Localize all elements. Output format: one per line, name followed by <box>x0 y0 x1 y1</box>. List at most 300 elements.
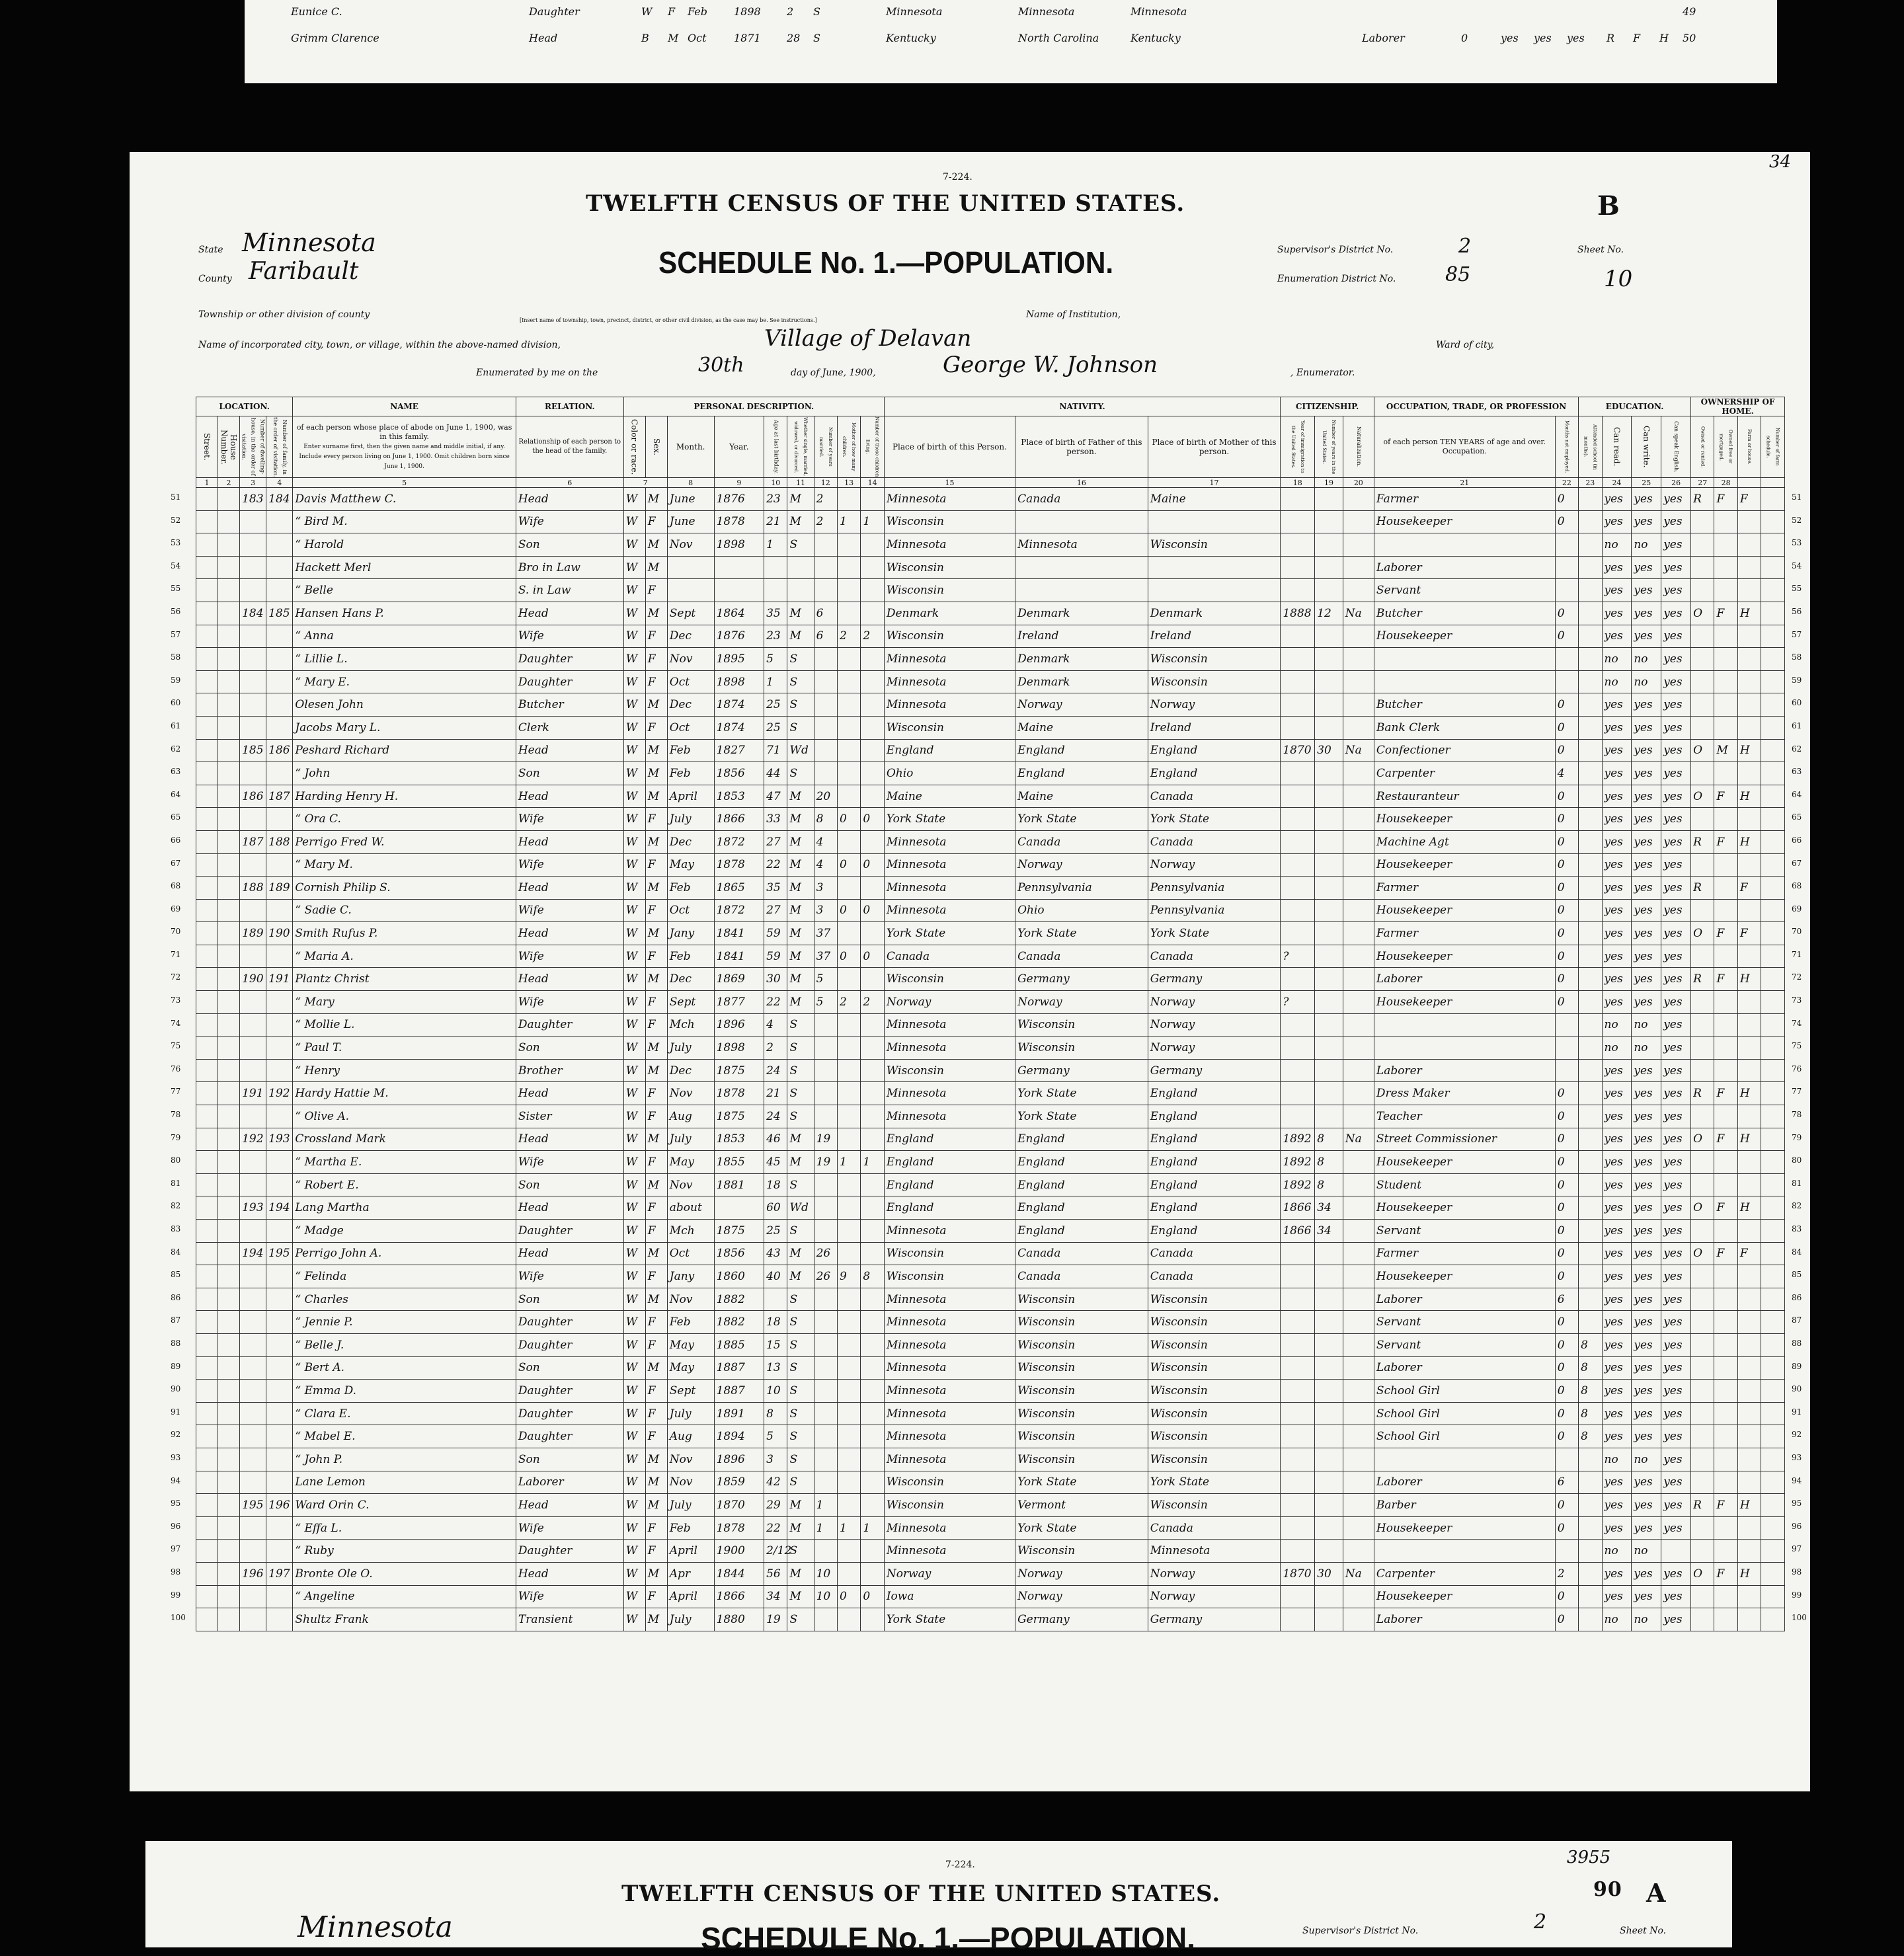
birth-year: 1887 <box>714 1356 764 1380</box>
family-number <box>266 1151 293 1174</box>
person-name: Ward Orin C. <box>293 1494 516 1517</box>
street <box>196 830 218 853</box>
farm-house: H <box>1737 1196 1761 1220</box>
previous-row-own2: F <box>1633 32 1641 44</box>
color: W <box>623 739 645 762</box>
dwelling-number: 194 <box>240 1242 266 1265</box>
color: W <box>623 1037 645 1060</box>
birth-year: 1856 <box>714 762 764 785</box>
years-married <box>814 533 837 557</box>
age: 27 <box>764 899 787 922</box>
months-unemployed: 0 <box>1555 510 1578 533</box>
street <box>196 991 218 1014</box>
years-married <box>814 1220 837 1243</box>
person-name: Davis Matthew C. <box>293 488 516 511</box>
col-children: Mother of how many children. <box>837 416 860 478</box>
naturalization <box>1343 1105 1374 1128</box>
owned-rented <box>1691 1585 1714 1608</box>
speaks-english: yes <box>1661 899 1691 922</box>
years-married: 6 <box>814 625 837 648</box>
street <box>196 1128 218 1151</box>
children-living <box>861 1037 884 1060</box>
age: 24 <box>764 1105 787 1128</box>
line-number: 61 <box>171 721 181 730</box>
marital-status: M <box>787 1128 814 1151</box>
age: 5 <box>764 648 787 671</box>
birth-year <box>714 556 764 579</box>
years-in-us: 34 <box>1315 1196 1343 1220</box>
father-birthplace: England <box>1015 762 1148 785</box>
birthplace: Minnesota <box>884 1540 1015 1563</box>
owned-rented <box>1691 1333 1714 1356</box>
occupation <box>1374 648 1555 671</box>
person-name: “ Belle <box>293 579 516 602</box>
table-row <box>196 1128 1785 1151</box>
line-number: 74 <box>171 1019 181 1028</box>
birth-month: Sept <box>667 991 714 1014</box>
person-name: “ Mabel E. <box>293 1425 516 1448</box>
occupation: Housekeeper <box>1374 1585 1555 1608</box>
children-living <box>861 1608 884 1631</box>
naturalization <box>1343 1059 1374 1082</box>
sex: M <box>645 739 667 762</box>
street <box>196 533 218 557</box>
line-number: 100 <box>171 1613 186 1622</box>
street <box>196 945 218 968</box>
column-number: 19 <box>1315 478 1343 488</box>
dwelling-number <box>240 899 266 922</box>
birth-month: Nov <box>667 533 714 557</box>
age: 46 <box>764 1128 787 1151</box>
immigration-year <box>1281 785 1315 808</box>
mother-birthplace: Norway <box>1148 693 1281 717</box>
free-mortgaged <box>1714 670 1737 693</box>
mother-birthplace: Norway <box>1148 1013 1281 1037</box>
line-number: 87 <box>171 1315 181 1325</box>
naturalization <box>1343 1311 1374 1334</box>
father-birthplace: Wisconsin <box>1015 1425 1148 1448</box>
farm-schedule <box>1761 1242 1785 1265</box>
children-living <box>861 739 884 762</box>
birth-year: 1891 <box>714 1402 764 1425</box>
birthplace: Wisconsin <box>884 579 1015 602</box>
line-number: 91 <box>171 1407 181 1417</box>
months-unemployed: 2 <box>1555 1562 1578 1585</box>
farm-house <box>1737 670 1761 693</box>
can-write: yes <box>1632 1380 1661 1403</box>
children-born: 9 <box>837 1265 860 1288</box>
father-birthplace: York State <box>1015 1471 1148 1494</box>
family-number: 187 <box>266 785 293 808</box>
birth-month: Mch <box>667 1013 714 1037</box>
house-number <box>218 1562 240 1585</box>
mother-birthplace: Norway <box>1148 853 1281 877</box>
relation: Bro in Law <box>516 556 623 579</box>
owned-rented <box>1691 693 1714 717</box>
occupation: Laborer <box>1374 968 1555 991</box>
line-number: 66 <box>1792 836 1802 845</box>
children-born <box>837 1173 860 1196</box>
occupation: Barber <box>1374 1494 1555 1517</box>
birthplace: Minnesota <box>884 648 1015 671</box>
street <box>196 1356 218 1380</box>
school-months <box>1579 922 1602 945</box>
line-number: 55 <box>1792 584 1802 593</box>
sheet-no: 10 <box>1604 266 1633 292</box>
previous-row-own1: R <box>1606 32 1615 44</box>
relation: Daughter <box>516 1380 623 1403</box>
table-row <box>196 488 1785 511</box>
age: 27 <box>764 830 787 853</box>
col-name <box>293 416 516 478</box>
group-relation: RELATION. <box>516 397 623 416</box>
owned-rented <box>1691 716 1714 739</box>
table-row <box>196 556 1785 579</box>
years-married <box>814 670 837 693</box>
months-unemployed: 0 <box>1555 877 1578 900</box>
birth-year: 1859 <box>714 1471 764 1494</box>
person-name: Perrigo Fred W. <box>293 830 516 853</box>
sex: F <box>645 625 667 648</box>
person-name: “ Lillie L. <box>293 648 516 671</box>
dwelling-number: 186 <box>240 785 266 808</box>
naturalization <box>1343 648 1374 671</box>
farm-house: H <box>1737 739 1761 762</box>
owned-rented <box>1691 1173 1714 1196</box>
marital-status: S <box>787 1448 814 1471</box>
house-number <box>218 693 240 717</box>
sex: F <box>645 670 667 693</box>
occupation: Housekeeper <box>1374 899 1555 922</box>
supervisor-label: Supervisor's District No. <box>1277 245 1394 255</box>
farm-house <box>1737 1220 1761 1243</box>
relation: Daughter <box>516 670 623 693</box>
table-row <box>196 739 1785 762</box>
table-row <box>196 510 1785 533</box>
free-mortgaged <box>1714 1173 1737 1196</box>
relation: Butcher <box>516 693 623 717</box>
col-father-birth: Place of birth of Father of this person. <box>1015 416 1148 478</box>
farm-schedule <box>1761 1311 1785 1334</box>
farm-house <box>1737 762 1761 785</box>
children-living <box>861 1380 884 1403</box>
street <box>196 1333 218 1356</box>
column-number: 2 <box>218 478 240 488</box>
occupation <box>1374 1448 1555 1471</box>
mother-birthplace <box>1148 556 1281 579</box>
occupation-desc: of each person TEN YEARS of age and over. <box>1383 438 1546 446</box>
sex: F <box>645 1380 667 1403</box>
years-in-us <box>1315 945 1343 968</box>
age: 45 <box>764 1151 787 1174</box>
family-number <box>266 899 293 922</box>
naturalization <box>1343 693 1374 717</box>
table-row <box>196 1402 1785 1425</box>
line-number: 64 <box>171 790 181 799</box>
sex: M <box>645 533 667 557</box>
father-birthplace <box>1015 556 1148 579</box>
can-write: yes <box>1632 510 1661 533</box>
children-living <box>861 1059 884 1082</box>
children-living <box>861 1082 884 1105</box>
relation: Son <box>516 1037 623 1060</box>
color: W <box>623 853 645 877</box>
owned-rented <box>1691 853 1714 877</box>
children-born <box>837 1562 860 1585</box>
house-number <box>218 1265 240 1288</box>
birthplace: Norway <box>884 1562 1015 1585</box>
years-in-us: 8 <box>1315 1151 1343 1174</box>
mother-birthplace: England <box>1148 1173 1281 1196</box>
line-number: 100 <box>1792 1613 1807 1622</box>
line-number: 75 <box>1792 1041 1802 1050</box>
column-numbers <box>196 478 1785 488</box>
mother-birthplace: England <box>1148 1196 1281 1220</box>
family-number <box>266 648 293 671</box>
can-read: yes <box>1602 488 1632 511</box>
table-row <box>196 785 1785 808</box>
farm-schedule <box>1761 1105 1785 1128</box>
color: W <box>623 1356 645 1380</box>
father-birthplace: Wisconsin <box>1015 1288 1148 1311</box>
previous-row-mother-birth: Kentucky <box>1130 32 1181 44</box>
column-number-blank <box>1737 478 1761 488</box>
sex: M <box>645 1173 667 1196</box>
previous-row-year: 1871 <box>734 32 761 44</box>
can-write: yes <box>1632 1288 1661 1311</box>
birthplace: Minnesota <box>884 1037 1015 1060</box>
mother-birthplace: Wisconsin <box>1148 1425 1281 1448</box>
marital-status: S <box>787 1037 814 1060</box>
years-in-us <box>1315 1402 1343 1425</box>
marital-status: M <box>787 625 814 648</box>
column-number: 25 <box>1632 478 1661 488</box>
years-married <box>814 1105 837 1128</box>
table-row <box>196 670 1785 693</box>
speaks-english: yes <box>1661 1151 1691 1174</box>
line-number: 53 <box>171 538 181 547</box>
birth-month: Dec <box>667 625 714 648</box>
speaks-english: yes <box>1661 510 1691 533</box>
table-row <box>196 808 1785 831</box>
years-in-us <box>1315 991 1343 1014</box>
owned-rented: R <box>1691 488 1714 511</box>
owned-rented <box>1691 991 1714 1014</box>
street <box>196 1265 218 1288</box>
marital-status: M <box>787 1562 814 1585</box>
color: W <box>623 922 645 945</box>
school-months <box>1579 1013 1602 1037</box>
school-months <box>1579 739 1602 762</box>
mother-birthplace: Canada <box>1148 1516 1281 1540</box>
house-number <box>218 510 240 533</box>
previous-row-age: 2 <box>787 5 794 18</box>
owned-rented <box>1691 648 1714 671</box>
school-months <box>1579 579 1602 602</box>
next-supervisor-label: Supervisor's District No. <box>1302 1926 1419 1936</box>
naturalization: Na <box>1343 602 1374 625</box>
birth-month: July <box>667 1128 714 1151</box>
sex: F <box>645 945 667 968</box>
birth-month: Oct <box>667 899 714 922</box>
free-mortgaged <box>1714 1380 1737 1403</box>
person-name: Shultz Frank <box>293 1608 516 1631</box>
school-months <box>1579 1242 1602 1265</box>
person-name: “ Robert E. <box>293 1173 516 1196</box>
street <box>196 1288 218 1311</box>
house-number <box>218 602 240 625</box>
farm-house <box>1737 1471 1761 1494</box>
can-write: yes <box>1632 762 1661 785</box>
occupation <box>1374 1037 1555 1060</box>
sex: F <box>645 1516 667 1540</box>
years-married <box>814 1311 837 1334</box>
farm-house: H <box>1737 1128 1761 1151</box>
column-groups <box>196 397 1785 416</box>
person-name: Bronte Ole O. <box>293 1562 516 1585</box>
can-read: yes <box>1602 808 1632 831</box>
mother-birthplace: Wisconsin <box>1148 533 1281 557</box>
children-born <box>837 579 860 602</box>
dwelling-number <box>240 648 266 671</box>
can-read: yes <box>1602 1311 1632 1334</box>
months-unemployed: 0 <box>1555 1311 1578 1334</box>
birth-year: 1874 <box>714 716 764 739</box>
table-row <box>196 533 1785 557</box>
occupation: Servant <box>1374 1220 1555 1243</box>
relation: Wife <box>516 1516 623 1540</box>
years-married <box>814 1380 837 1403</box>
mother-birthplace: Norway <box>1148 991 1281 1014</box>
occupation: Dress Maker <box>1374 1082 1555 1105</box>
relation: Son <box>516 1173 623 1196</box>
house-number <box>218 1380 240 1403</box>
father-birthplace <box>1015 510 1148 533</box>
birthplace: Minnesota <box>884 693 1015 717</box>
birth-year: 1877 <box>714 991 764 1014</box>
color: W <box>623 1265 645 1288</box>
family-number <box>266 670 293 693</box>
birth-month: April <box>667 1585 714 1608</box>
birth-year <box>714 1196 764 1220</box>
owned-rented <box>1691 1380 1714 1403</box>
line-number: 97 <box>171 1544 181 1553</box>
naturalization <box>1343 1471 1374 1494</box>
birth-month: Oct <box>667 1242 714 1265</box>
person-name: “ Clara E. <box>293 1402 516 1425</box>
relation: Brother <box>516 1059 623 1082</box>
children-living <box>861 1311 884 1334</box>
birthplace: Wisconsin <box>884 625 1015 648</box>
farm-schedule <box>1761 1608 1785 1631</box>
months-unemployed: 0 <box>1555 693 1578 717</box>
children-born <box>837 1128 860 1151</box>
speaks-english: yes <box>1661 1608 1691 1631</box>
owned-rented: R <box>1691 1082 1714 1105</box>
mother-birthplace: Denmark <box>1148 602 1281 625</box>
occupation: Housekeeper <box>1374 1516 1555 1540</box>
marital-status: M <box>787 991 814 1014</box>
age: 25 <box>764 716 787 739</box>
house-number <box>218 1013 240 1037</box>
relation: Son <box>516 1288 623 1311</box>
line-number: 93 <box>171 1453 181 1462</box>
table-row <box>196 648 1785 671</box>
free-mortgaged <box>1714 1402 1737 1425</box>
immigration-year <box>1281 1105 1315 1128</box>
birth-month: Feb <box>667 1516 714 1540</box>
house-number <box>218 877 240 900</box>
immigration-year: 1866 <box>1281 1196 1315 1220</box>
dwelling-number <box>240 1173 266 1196</box>
naturalization <box>1343 922 1374 945</box>
line-number: 89 <box>171 1362 181 1371</box>
line-number: 54 <box>171 561 181 570</box>
age: 2/12 <box>764 1540 787 1563</box>
age: 30 <box>764 968 787 991</box>
mother-birthplace: Pennsylvania <box>1148 899 1281 922</box>
naturalization <box>1343 1608 1374 1631</box>
naturalization <box>1343 1402 1374 1425</box>
farm-house <box>1737 693 1761 717</box>
institution-label: Name of Institution, <box>1026 309 1121 320</box>
children-living: 2 <box>861 991 884 1014</box>
years-in-us <box>1315 716 1343 739</box>
can-read: yes <box>1602 1585 1632 1608</box>
naturalization <box>1343 1380 1374 1403</box>
birthplace: Minnesota <box>884 830 1015 853</box>
children-living <box>861 968 884 991</box>
sex: F <box>645 716 667 739</box>
column-number: 4 <box>266 478 293 488</box>
speaks-english: yes <box>1661 1448 1691 1471</box>
family-number <box>266 533 293 557</box>
immigration-year <box>1281 853 1315 877</box>
sex: F <box>645 808 667 831</box>
can-write: yes <box>1632 579 1661 602</box>
children-born <box>837 556 860 579</box>
supervisor-no: 2 <box>1458 235 1472 258</box>
line-number: 52 <box>1792 516 1802 525</box>
age: 4 <box>764 1013 787 1037</box>
street <box>196 1311 218 1334</box>
column-number: 6 <box>516 478 623 488</box>
occupation: Laborer <box>1374 556 1555 579</box>
table-row <box>196 579 1785 602</box>
children-living <box>861 1425 884 1448</box>
can-read: yes <box>1602 716 1632 739</box>
line-number: 84 <box>1792 1247 1802 1257</box>
school-months <box>1579 670 1602 693</box>
table-row <box>196 922 1785 945</box>
person-name: “ Mollie L. <box>293 1013 516 1037</box>
age <box>764 1288 787 1311</box>
color: W <box>623 716 645 739</box>
years-in-us <box>1315 1105 1343 1128</box>
sex: F <box>645 1425 667 1448</box>
children-born <box>837 1196 860 1220</box>
street <box>196 1037 218 1060</box>
occupation: Housekeeper <box>1374 853 1555 877</box>
street <box>196 1540 218 1563</box>
farm-schedule <box>1761 945 1785 968</box>
father-birthplace: England <box>1015 739 1148 762</box>
color: W <box>623 510 645 533</box>
free-mortgaged <box>1714 1425 1737 1448</box>
mother-birthplace: England <box>1148 1220 1281 1243</box>
father-birthplace: England <box>1015 1173 1148 1196</box>
can-write: yes <box>1632 1471 1661 1494</box>
